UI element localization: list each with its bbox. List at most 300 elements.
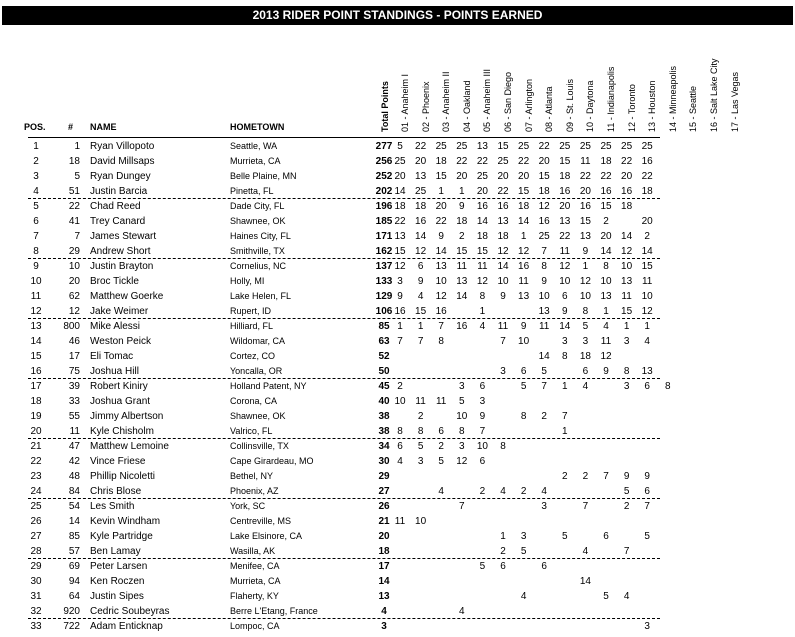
round-points-cell: 10 — [415, 516, 427, 527]
hometown-cell: Cortez, CO — [230, 351, 276, 361]
round-header: 01 - Anaheim I — [400, 73, 410, 132]
round-points-cell: 6 — [541, 561, 547, 572]
rider-name-cell: Ben Lamay — [90, 546, 141, 557]
round-points-cell: 22 — [415, 141, 427, 152]
round-points-cell: 6 — [520, 366, 527, 377]
round-points-cell: 5 — [459, 396, 465, 407]
round-points-cell: 5 — [479, 561, 486, 572]
number-cell: 85 — [68, 531, 80, 542]
total-points-cell: 256 — [375, 156, 393, 167]
round-points-cell: 15 — [415, 306, 427, 317]
round-points-cell: 1 — [644, 321, 650, 332]
number-cell: 7 — [74, 231, 80, 242]
round-points-cell: 2 — [623, 501, 630, 512]
round-points-cell: 5 — [623, 486, 630, 497]
round-points-cell: 20 — [394, 171, 406, 182]
round-points-cell: 4 — [623, 591, 630, 602]
table-row — [0, 454, 795, 469]
number-cell: 14 — [68, 516, 80, 527]
round-points-cell: 11 — [518, 276, 529, 287]
round-points-cell: 5 — [520, 546, 527, 557]
number-cell: 800 — [63, 321, 80, 332]
round-points-cell: 13 — [538, 306, 550, 317]
rider-name-cell: Vince Friese — [90, 456, 146, 467]
total-points-cell: 30 — [378, 456, 390, 467]
round-points-cell: 16 — [394, 306, 406, 317]
hometown-cell: Berre L'Etang, France — [230, 606, 318, 616]
header-number: # — [68, 122, 74, 132]
round-points-cell: 5 — [582, 321, 589, 332]
round-points-cell: 9 — [459, 201, 465, 212]
round-points-cell: 8 — [582, 306, 589, 317]
table-row — [0, 184, 795, 199]
round-points-cell: 12 — [476, 276, 488, 287]
round-points-cell: 11 — [580, 156, 591, 167]
round-points-cell: 2 — [644, 231, 650, 242]
number-cell: 18 — [68, 156, 80, 167]
round-points-cell: 16 — [415, 216, 427, 227]
round-points-cell: 3 — [562, 336, 568, 347]
table-row — [0, 364, 795, 379]
position-cell: 21 — [30, 441, 42, 452]
round-header: 02 - Phoenix — [420, 81, 431, 132]
round-points-cell: 22 — [456, 156, 468, 167]
round-points-cell: 12 — [538, 201, 550, 212]
round-header: 16 - Salt Lake City — [709, 58, 719, 132]
table-row — [0, 589, 795, 604]
round-points-cell: 6 — [562, 291, 568, 302]
rider-name-cell: Ken Roczen — [90, 576, 145, 587]
round-points-cell: 14 — [579, 576, 591, 587]
round-points-cell: 2 — [459, 231, 465, 242]
rider-name-cell: Trey Canard — [90, 216, 146, 227]
table-row — [0, 574, 795, 589]
number-cell: 84 — [68, 486, 80, 497]
round-points-cell: 12 — [518, 246, 530, 257]
position-cell: 16 — [30, 366, 42, 377]
position-cell: 27 — [30, 531, 42, 542]
total-points-cell: 40 — [378, 396, 390, 407]
rider-name-cell: Chad Reed — [90, 201, 141, 212]
position-cell: 14 — [30, 336, 42, 347]
hometown-cell: Murrieta, CA — [230, 156, 281, 166]
round-header: 03 - Anaheim II — [441, 71, 452, 132]
table-row — [0, 304, 795, 319]
rider-name-cell: Jake Weimer — [90, 306, 149, 317]
round-points-cell: 11 — [538, 321, 550, 332]
table-row — [0, 319, 795, 334]
round-points-cell: 7 — [603, 471, 609, 482]
number-cell: 41 — [68, 216, 80, 227]
round-points-cell: 7 — [500, 336, 506, 347]
position-cell: 5 — [33, 201, 39, 212]
round-points-cell: 7 — [541, 381, 547, 392]
round-points-cell: 16 — [456, 321, 468, 332]
number-cell: 94 — [68, 576, 80, 587]
hometown-cell: Holly, MI — [230, 276, 265, 286]
round-points-cell: 18 — [497, 231, 509, 242]
total-points-cell: 202 — [375, 186, 393, 197]
round-points-cell: 12 — [435, 291, 447, 302]
round-points-cell: 9 — [562, 306, 568, 317]
round-points-cell: 25 — [415, 186, 427, 197]
round-points-cell: 12 — [600, 351, 612, 362]
round-points-cell: 4 — [582, 381, 589, 392]
round-points-cell: 10 — [538, 291, 550, 302]
round-header: 11 - Indianapolis — [606, 66, 616, 132]
round-points-cell: 15 — [559, 156, 571, 167]
table-row — [0, 514, 795, 529]
hometown-cell: Lake Elsinore, CA — [230, 531, 303, 541]
round-points-cell: 14 — [394, 186, 406, 197]
number-cell: 64 — [68, 591, 80, 602]
header-divider — [28, 137, 660, 138]
round-points-cell: 9 — [520, 321, 527, 332]
table-row — [0, 394, 795, 409]
round-points-cell: 9 — [623, 471, 630, 482]
hometown-cell: Smithville, TX — [230, 246, 285, 256]
round-points-cell: 8 — [417, 426, 424, 437]
round-points-cell: 14 — [497, 261, 509, 272]
round-header: 10 - Daytona — [585, 80, 596, 132]
round-points-cell: 10 — [497, 276, 509, 287]
round-points-cell: 6 — [479, 381, 486, 392]
round-points-cell: 4 — [397, 456, 403, 467]
rider-name-cell: Peter Larsen — [90, 561, 148, 572]
hometown-cell: Lake Helen, FL — [230, 291, 292, 301]
number-cell: 51 — [68, 186, 80, 197]
round-points-cell: 25 — [538, 231, 550, 242]
table-row — [0, 214, 795, 229]
table-row — [0, 559, 795, 574]
total-points-cell: 196 — [375, 201, 393, 212]
round-points-cell: 8 — [459, 426, 465, 437]
round-points-cell: 7 — [417, 336, 424, 347]
round-points-cell: 25 — [518, 141, 530, 152]
total-points-cell: 85 — [378, 321, 390, 332]
position-cell: 7 — [33, 231, 39, 242]
round-points-cell: 12 — [559, 261, 571, 272]
table-row — [0, 544, 795, 559]
header-total-points: Total Points — [380, 81, 390, 132]
table-row — [0, 139, 795, 154]
round-points-cell: 13 — [456, 276, 468, 287]
table-row — [0, 619, 795, 634]
number-cell: 55 — [68, 411, 80, 422]
round-points-cell: 6 — [603, 531, 609, 542]
round-points-cell: 16 — [518, 261, 530, 272]
round-points-cell: 5 — [397, 141, 403, 152]
round-points-cell: 8 — [397, 426, 403, 437]
round-points-cell: 13 — [415, 171, 427, 182]
rider-name-cell: Joshua Hill — [90, 366, 139, 377]
round-points-cell: 1 — [623, 321, 630, 332]
round-points-cell: 1 — [582, 261, 589, 272]
round-points-cell: 7 — [479, 426, 486, 437]
round-points-cell: 11 — [477, 261, 488, 272]
round-points-cell: 1 — [459, 186, 465, 197]
round-points-cell: 6 — [417, 261, 424, 272]
table-row — [0, 259, 795, 274]
round-points-cell: 10 — [394, 396, 406, 407]
round-points-cell: 5 — [562, 531, 568, 542]
hometown-cell: Dade City, FL — [230, 201, 285, 211]
round-points-cell: 15 — [600, 201, 612, 212]
header-pos: POS. — [24, 122, 46, 132]
round-points-cell: 16 — [641, 156, 653, 167]
position-cell: 33 — [30, 621, 42, 632]
round-points-cell: 9 — [541, 276, 547, 287]
round-points-cell: 6 — [479, 456, 486, 467]
number-cell: 54 — [68, 501, 80, 512]
round-points-cell: 3 — [417, 456, 424, 467]
round-points-cell: 13 — [497, 216, 509, 227]
position-cell: 1 — [33, 141, 39, 152]
round-points-cell: 18 — [538, 186, 550, 197]
round-points-cell: 11 — [497, 321, 509, 332]
round-points-cell: 4 — [479, 321, 486, 332]
round-points-cell: 15 — [497, 141, 509, 152]
total-points-cell: 26 — [378, 501, 390, 512]
round-points-cell: 14 — [559, 321, 571, 332]
round-points-cell: 20 — [518, 171, 530, 182]
rider-name-cell: Ryan Villopoto — [90, 141, 155, 152]
round-points-cell: 5 — [603, 591, 609, 602]
round-points-cell: 18 — [621, 201, 633, 212]
round-points-cell: 1 — [438, 186, 444, 197]
round-points-cell: 22 — [538, 141, 550, 152]
rider-name-cell: Kyle Chisholm — [90, 426, 154, 437]
round-points-cell: 18 — [435, 156, 447, 167]
round-points-cell: 9 — [479, 411, 486, 422]
round-points-cell: 6 — [500, 561, 506, 572]
hometown-cell: Rupert, ID — [230, 306, 272, 316]
round-points-cell: 14 — [518, 216, 530, 227]
round-points-cell: 10 — [600, 276, 612, 287]
round-points-cell: 15 — [456, 246, 468, 257]
position-cell: 20 — [30, 426, 42, 437]
round-points-cell: 3 — [500, 366, 506, 377]
hometown-cell: Shawnee, OK — [230, 216, 286, 226]
round-points-cell: 3 — [459, 381, 465, 392]
round-points-cell: 6 — [438, 426, 444, 437]
position-cell: 31 — [30, 591, 42, 602]
round-points-cell: 22 — [600, 171, 612, 182]
round-points-cell: 14 — [641, 246, 653, 257]
round-header: 14 - Minneapolis — [667, 65, 678, 132]
round-points-cell: 12 — [641, 306, 653, 317]
rider-name-cell: Ryan Dungey — [90, 171, 151, 182]
round-points-cell: 11 — [456, 261, 467, 272]
hometown-cell: York, SC — [230, 501, 266, 511]
table-row — [0, 469, 795, 484]
round-points-cell: 7 — [644, 501, 650, 512]
round-points-cell: 14 — [456, 291, 468, 302]
total-points-cell: 38 — [378, 411, 390, 422]
rider-name-cell: Justin Barcia — [90, 186, 148, 197]
position-cell: 12 — [30, 306, 42, 317]
round-points-cell: 1 — [417, 321, 424, 332]
position-cell: 28 — [30, 546, 42, 557]
round-points-cell: 15 — [641, 261, 653, 272]
round-points-cell: 20 — [476, 186, 488, 197]
round-points-cell: 20 — [559, 201, 571, 212]
position-cell: 25 — [30, 501, 42, 512]
table-row — [0, 529, 795, 544]
table-row — [0, 409, 795, 424]
hometown-cell: Seattle, WA — [230, 141, 278, 151]
table-row — [0, 424, 795, 439]
round-points-cell: 16 — [497, 201, 509, 212]
round-points-cell: 13 — [394, 231, 406, 242]
round-points-cell: 8 — [438, 336, 444, 347]
round-points-cell: 11 — [600, 336, 612, 347]
position-cell: 8 — [33, 246, 39, 257]
rider-name-cell: Andrew Short — [90, 246, 151, 257]
total-points-cell: 45 — [378, 381, 390, 392]
position-cell: 30 — [30, 576, 42, 587]
round-header: 15 - Seattle — [688, 85, 699, 132]
rider-name-cell: Chris Blose — [90, 486, 142, 497]
number-cell: 12 — [68, 306, 80, 317]
header-hometown: HOMETOWN — [230, 122, 285, 132]
round-points-cell: 6 — [644, 381, 650, 392]
position-cell: 32 — [30, 606, 42, 617]
number-cell: 46 — [68, 336, 80, 347]
round-points-cell: 22 — [435, 216, 447, 227]
round-points-cell: 4 — [417, 291, 424, 302]
round-points-cell: 13 — [435, 261, 447, 272]
round-points-cell: 22 — [559, 231, 571, 242]
round-points-cell: 25 — [456, 141, 468, 152]
round-points-cell: 9 — [438, 231, 444, 242]
round-points-cell: 8 — [479, 291, 486, 302]
hometown-cell: Cornelius, NC — [230, 261, 287, 271]
round-points-cell: 13 — [559, 216, 571, 227]
round-points-cell: 4 — [520, 591, 527, 602]
total-points-cell: 129 — [375, 291, 393, 302]
rider-name-cell: Justin Brayton — [90, 261, 154, 272]
round-points-cell: 7 — [541, 246, 547, 257]
table-row — [0, 334, 795, 349]
total-points-cell: 17 — [378, 561, 390, 572]
round-points-cell: 20 — [497, 171, 509, 182]
round-points-cell: 14 — [476, 216, 488, 227]
round-points-cell: 7 — [582, 501, 589, 512]
round-points-cell: 9 — [582, 246, 589, 257]
round-points-cell: 7 — [562, 411, 568, 422]
number-cell: 42 — [68, 456, 80, 467]
round-points-cell: 25 — [579, 141, 591, 152]
round-points-cell: 2 — [520, 486, 527, 497]
number-cell: 722 — [63, 621, 80, 632]
round-points-cell: 8 — [520, 411, 527, 422]
total-points-cell: 21 — [378, 516, 390, 527]
number-cell: 920 — [63, 606, 80, 617]
number-cell: 57 — [68, 546, 80, 557]
round-points-cell: 22 — [518, 156, 530, 167]
round-points-cell: 20 — [600, 231, 612, 242]
round-points-cell: 3 — [644, 621, 650, 632]
round-points-cell: 11 — [641, 276, 653, 287]
round-points-cell: 5 — [520, 381, 527, 392]
round-points-cell: 18 — [579, 351, 591, 362]
round-points-cell: 8 — [603, 261, 609, 272]
rider-name-cell: Mike Alessi — [90, 321, 141, 332]
round-points-cell: 13 — [518, 291, 530, 302]
position-cell: 9 — [33, 261, 39, 272]
round-points-cell: 16 — [538, 216, 550, 227]
round-points-cell: 7 — [459, 501, 465, 512]
round-points-cell: 2 — [479, 486, 486, 497]
number-cell: 69 — [68, 561, 80, 572]
rider-name-cell: David Millsaps — [90, 156, 155, 167]
number-cell: 75 — [68, 366, 80, 377]
hometown-cell: Murrieta, CA — [230, 576, 281, 586]
rider-name-cell: Matthew Lemoine — [90, 441, 169, 452]
position-cell: 4 — [33, 186, 39, 197]
rider-name-cell: Adam Enticknap — [90, 621, 163, 632]
round-points-cell: 15 — [394, 246, 406, 257]
round-points-cell: 15 — [476, 246, 488, 257]
round-points-cell: 10 — [518, 336, 530, 347]
total-points-cell: 20 — [378, 531, 390, 542]
round-points-cell: 13 — [579, 231, 591, 242]
round-points-cell: 3 — [623, 381, 630, 392]
rider-name-cell: James Stewart — [90, 231, 157, 242]
round-points-cell: 13 — [641, 366, 653, 377]
round-points-cell: 8 — [541, 261, 547, 272]
position-cell: 17 — [30, 381, 42, 392]
table-row — [0, 484, 795, 499]
hometown-cell: Holland Patent, NY — [230, 381, 307, 391]
round-points-cell: 10 — [476, 441, 488, 452]
round-points-cell: 2 — [397, 381, 403, 392]
round-header: 17 - Las Vegas — [729, 71, 740, 132]
round-points-cell: 18 — [559, 171, 571, 182]
position-cell: 10 — [30, 276, 42, 287]
position-cell: 24 — [30, 486, 42, 497]
number-cell: 47 — [68, 441, 80, 452]
round-points-cell: 10 — [456, 411, 468, 422]
round-points-cell: 16 — [621, 186, 633, 197]
round-points-cell: 3 — [459, 441, 465, 452]
number-cell: 10 — [68, 261, 80, 272]
hometown-cell: Wasilla, AK — [230, 546, 276, 556]
round-points-cell: 10 — [559, 276, 571, 287]
round-points-cell: 14 — [621, 231, 633, 242]
table-row — [0, 289, 795, 304]
round-points-cell: 25 — [559, 141, 571, 152]
round-points-cell: 1 — [562, 426, 568, 437]
round-points-cell: 15 — [538, 171, 550, 182]
rider-name-cell: Broc Tickle — [90, 276, 139, 287]
rider-name-cell: Phillip Nicoletti — [90, 471, 156, 482]
total-points-cell: 162 — [375, 246, 393, 257]
round-points-cell: 1 — [397, 321, 403, 332]
round-points-cell: 4 — [438, 486, 444, 497]
round-points-cell: 18 — [600, 156, 612, 167]
number-cell: 5 — [74, 171, 80, 182]
round-points-cell: 2 — [562, 471, 568, 482]
hometown-cell: Yoncalla, OR — [230, 366, 283, 376]
position-cell: 29 — [30, 561, 42, 572]
round-points-cell: 7 — [438, 321, 444, 332]
round-points-cell: 22 — [641, 171, 653, 182]
round-points-cell: 9 — [417, 276, 424, 287]
position-cell: 18 — [30, 396, 42, 407]
round-points-cell: 18 — [641, 186, 653, 197]
